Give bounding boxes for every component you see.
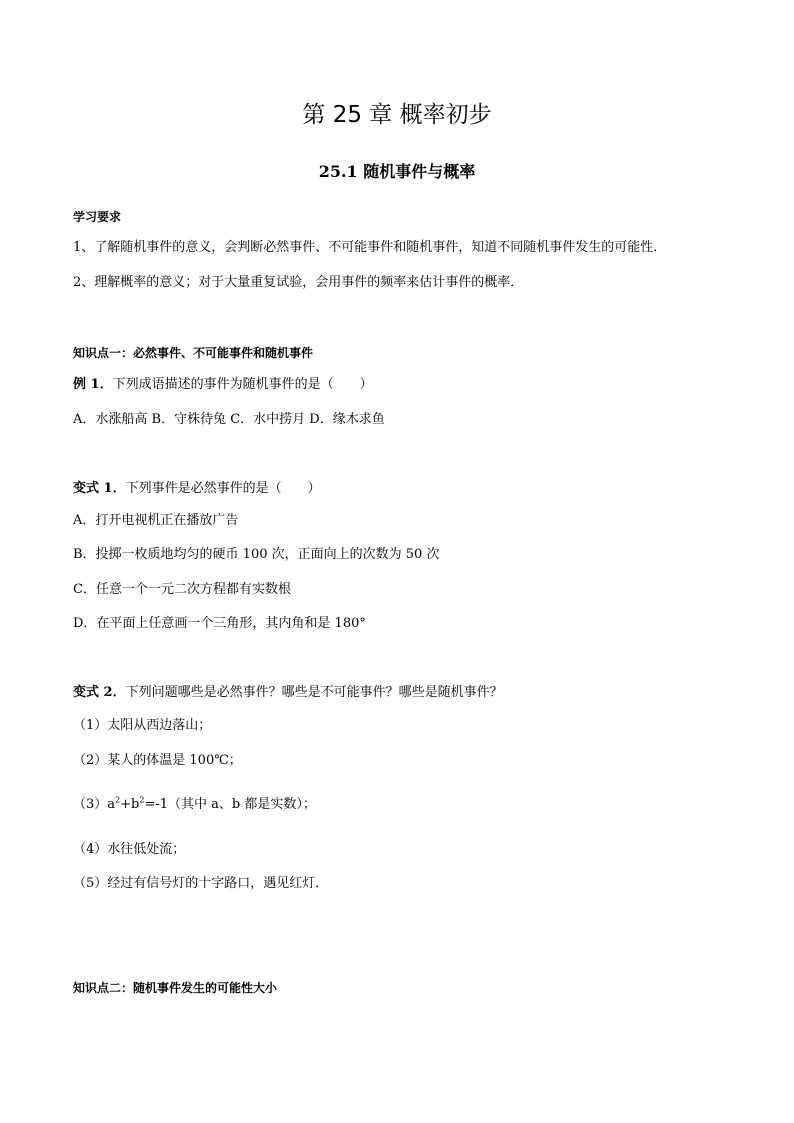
knowledge-point-2-heading: 知识点二：随机事件发生的可能性大小 <box>73 981 278 995</box>
variant-2-question: 下列问题哪些是必然事件？哪些是不可能事件？哪些是随机事件？ <box>125 685 503 700</box>
variant-2 <box>73 684 754 702</box>
chapter-title: 第 25 章 概率初步 <box>302 102 492 128</box>
variant-1-label: 变式 1． <box>73 481 126 496</box>
item-3-suffix: =-1（其中 a、b 都是实数）； <box>144 797 316 812</box>
variant-2-item-1: （1）太阳从西边落山； <box>73 718 212 733</box>
variant-2-item-5: （5）经过有信号灯的十字路口，遇见红灯． <box>73 876 329 891</box>
variant-1-option-a: A．打开电视机正在播放广告 <box>73 513 239 528</box>
example-1-options: A．水涨船高 B．守株待兔 C．水中捞月 D．缘木求鱼 <box>73 412 385 427</box>
variant-2-label: 变式 2． <box>73 685 126 700</box>
variant-1-question: 下列事件是必然事件的是（ ） <box>125 481 321 496</box>
variant-2-item-3 <box>73 796 754 814</box>
requirement-item-1: 1、了解随机事件的意义，会判断必然事件、不可能事件和随机事件，知道不同随机事件发生的可能性． <box>73 240 667 255</box>
variant-1-option-b: B．投掷一枚质地均匀的硬币 100 次，正面向上的次数为 50 次 <box>73 547 440 562</box>
variant-1-option-c: C．任意一个一元二次方程都有实数根 <box>73 582 291 597</box>
item-3-mid: +b <box>120 797 140 812</box>
variant-1 <box>73 480 754 498</box>
knowledge-point-1-heading: 知识点一：必然事件、不可能事件和随机事件 <box>73 346 314 360</box>
requirements-heading: 学习要求 <box>73 210 122 224</box>
example-1-label: 例 1． <box>73 377 113 392</box>
item-3-exponent-b: 2 <box>139 795 145 805</box>
item-3-exponent-a: 2 <box>115 795 121 805</box>
item-3-prefix: （3）a <box>73 797 116 812</box>
example-1 <box>73 376 754 394</box>
example-1-question: 下列成语描述的事件为随机事件的是（ ） <box>112 377 373 392</box>
variant-2-item-2: （2）某人的体温是 100℃； <box>73 753 242 768</box>
section-title: 25.1 随机事件与概率 <box>318 162 476 181</box>
variant-2-item-4: （4）水往低处流； <box>73 842 186 857</box>
variant-1-option-d: D．在平面上任意画一个三角形，其内角和是 180° <box>73 616 366 631</box>
requirement-item-2: 2、理解概率的意义；对于大量重复试验，会用事件的频率来估计事件的概率． <box>73 275 524 290</box>
